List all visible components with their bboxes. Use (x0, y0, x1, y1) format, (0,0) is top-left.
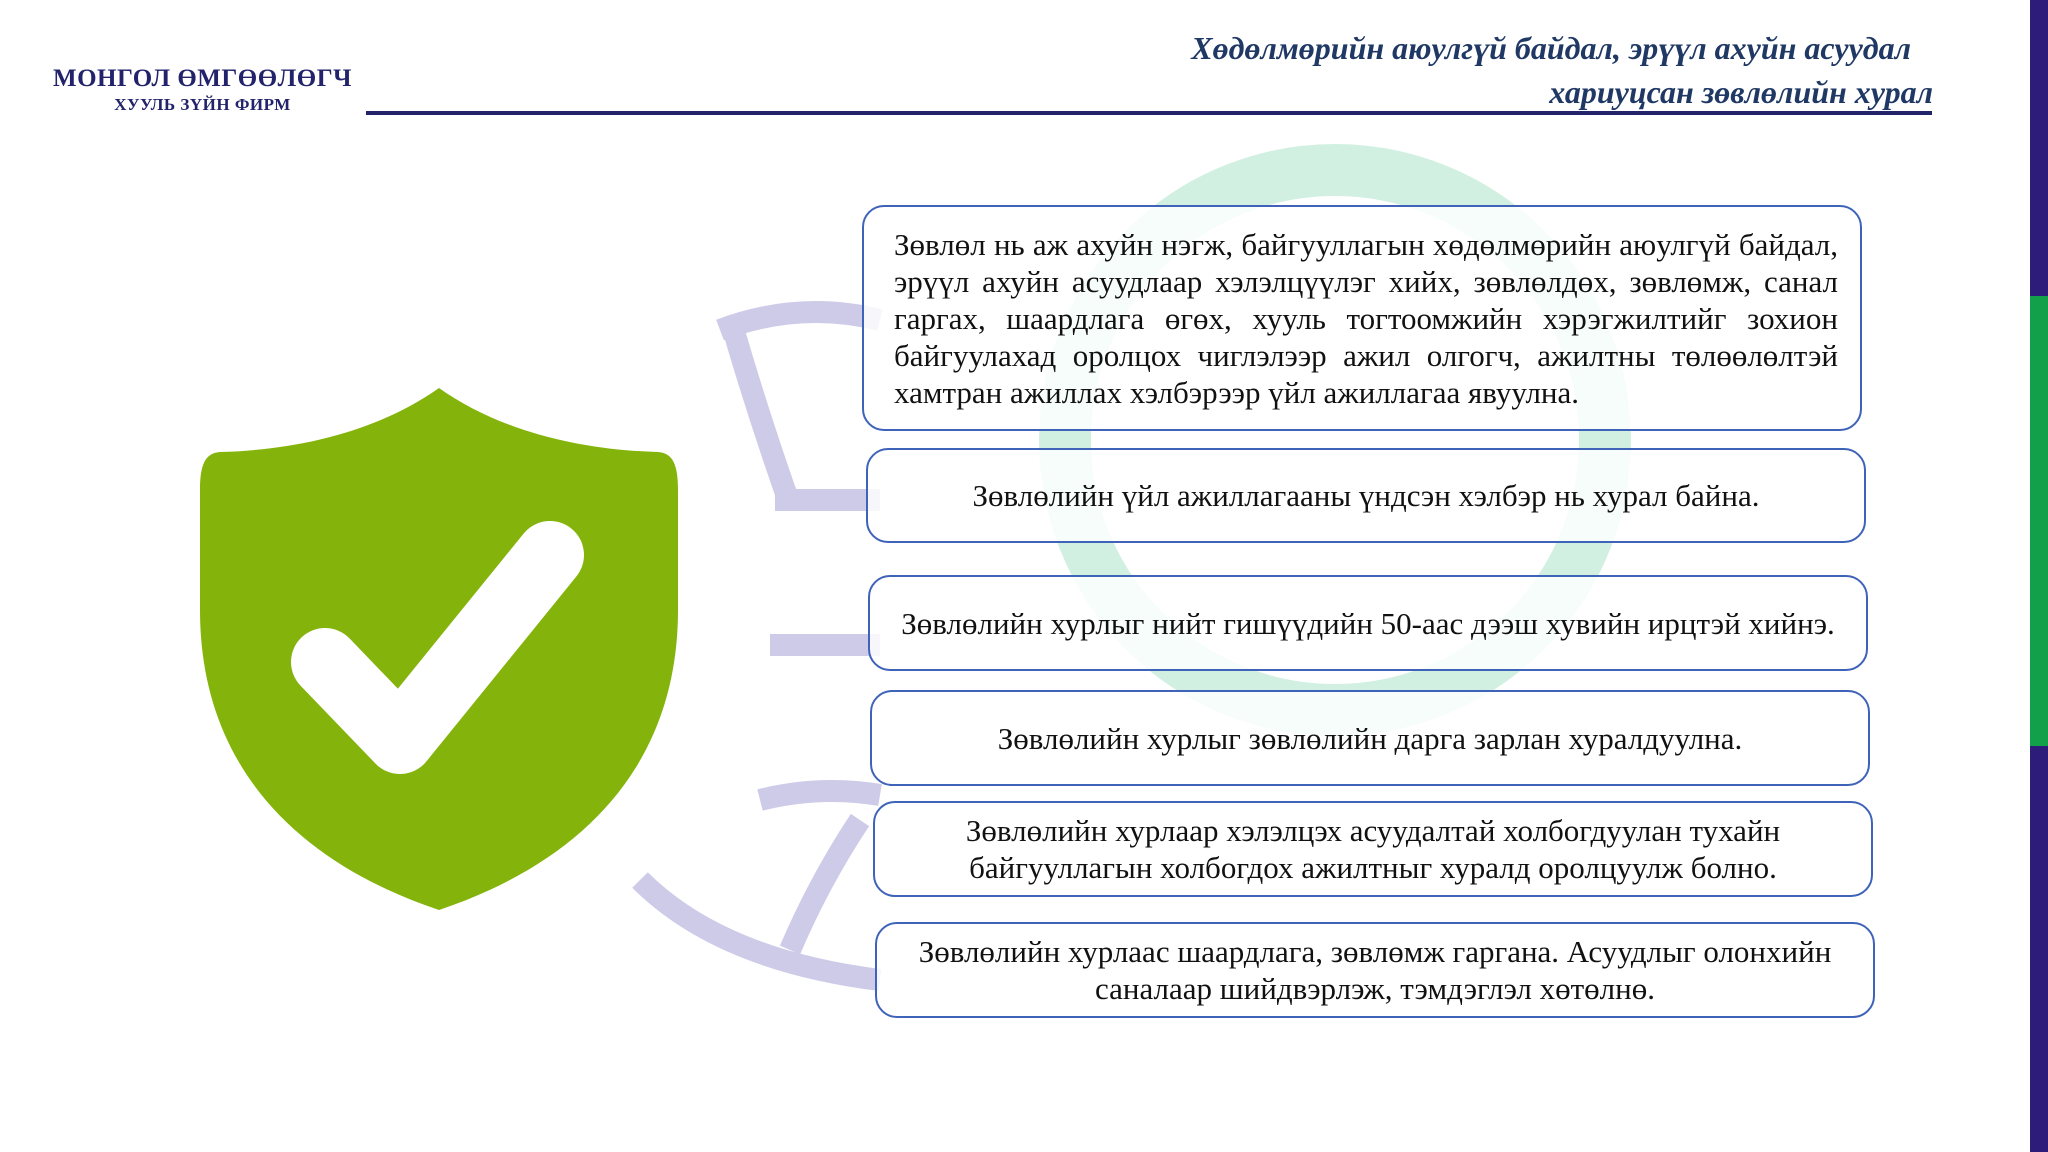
info-box-text: Зөвлөлийн хурлыг зөвлөлийн дарга зарлан хуралдуулна. (997, 720, 1743, 756)
shield-check-icon (200, 380, 678, 915)
info-box-6 (875, 922, 1875, 1018)
edge-accent-top (2030, 0, 2048, 296)
info-box-text: Зөвлөл нь аж ахуйн нэгж, байгууллагын хөдөлмөрийн аюулгүй байдал, эрүүл ахуйн асуудлаар хэлэлцүүлэг хийх, зөвлөлдөх, зөвлөмж, санал гаргах, шаардлага өгөх, хууль тогтоомжийн хэрэгжилтийг зохион байгуулахад оролцох чиглэлээр ажил олгогч, ажилтны төлөөлөлтэй хамтран ажиллах хэлбэрээр үйл ажиллагаа явуулна. (894, 226, 1838, 410)
page-title (933, 26, 1933, 114)
info-box-text: Зөвлөлийн хурлаар хэлэлцэх асуудалтай холбогдуулан тухайн байгууллагын холбогдох ажилтныг хуралд оролцуулж болно. (965, 813, 1781, 885)
page-title-line-2: хариуцсан зөвлөлийн хурал (1549, 74, 1933, 110)
info-box-text: Зөвлөлийн үйл ажиллагааны үндсэн хэлбэр нь хурал байна. (972, 478, 1760, 513)
company-logo (50, 64, 355, 116)
header-divider (366, 111, 1932, 115)
edge-accent-bottom (2030, 746, 2048, 1152)
edge-accent-middle (2030, 296, 2048, 746)
info-box-5 (873, 801, 1873, 897)
info-box-4 (870, 690, 1870, 786)
info-box-1 (862, 205, 1862, 431)
info-box-2 (866, 448, 1866, 543)
logo-subtitle: ХУУЛЬ ЗҮЙН ФИРМ (114, 95, 291, 114)
info-box-3 (868, 575, 1868, 671)
logo-name: МОНГОЛ ӨМГӨӨЛӨГЧ (52, 65, 352, 92)
page-title-line-1: Хөдөлмөрийн аюулгүй байдал, эрүүл ахуйн асуудал (1191, 30, 1911, 66)
info-box-text: Зөвлөлийн хурлаас шаардлага, зөвлөмж гаргана. Асуудлыг олонхийн саналаар шийдвэрлэж, тэмдэглэл хөтөлнө. (918, 934, 1832, 1006)
info-box-text: Зөвлөлийн хурлыг нийт гишүүдийн 50-аас дээш хувийн ирцтэй хийнэ. (901, 605, 1835, 641)
